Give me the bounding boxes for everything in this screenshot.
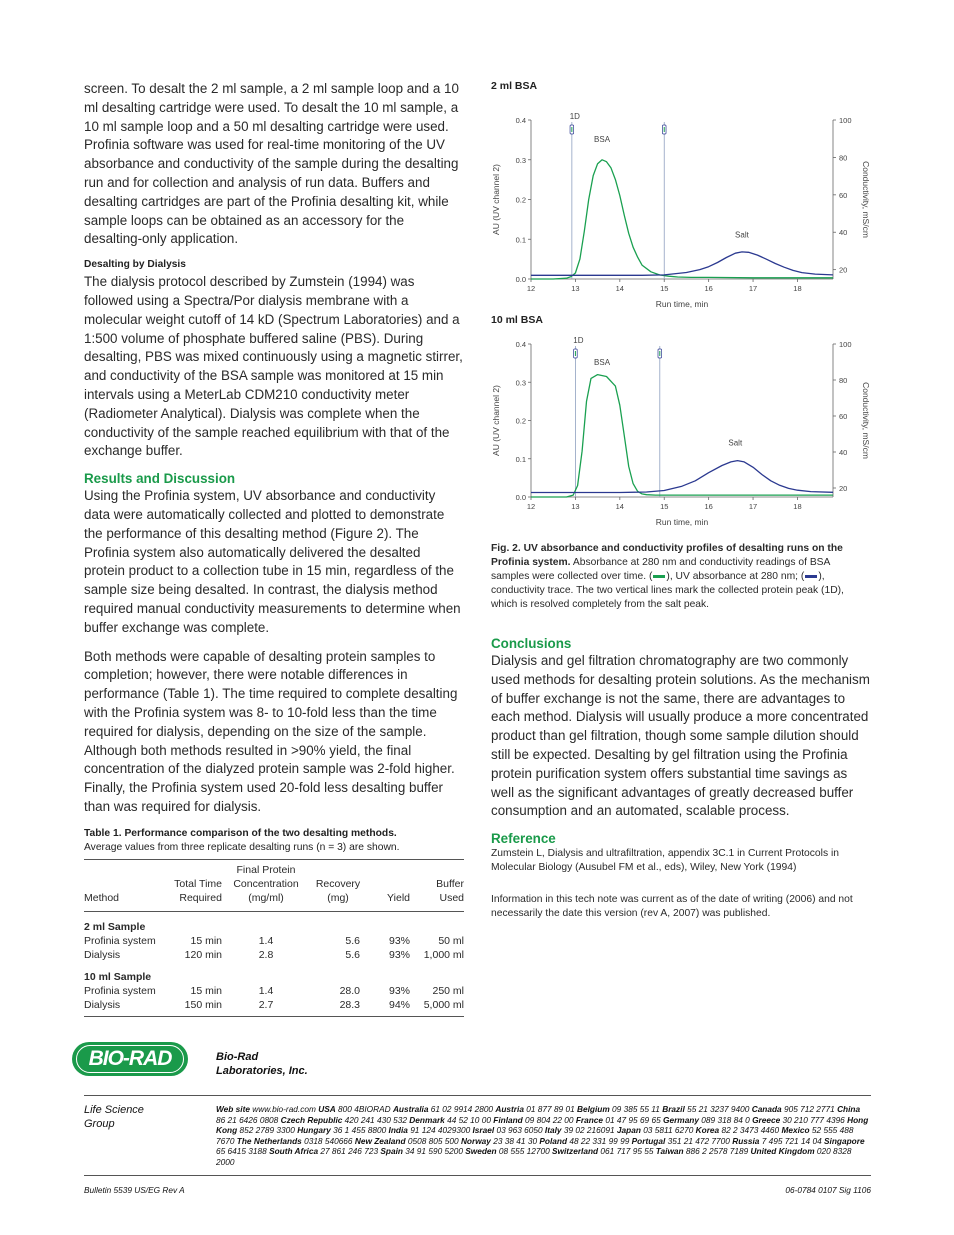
chart-10ml-bsa <box>491 314 871 534</box>
company-name: Bio-Rad Laboratories, Inc. <box>216 1051 308 1077</box>
intro-paragraph: screen. To desalt the 2 ml sample, a 2 ml sample loop and a 10 ml desalting cartridge were used. To desalt the 10 ml sample, a 10 ml sample loop and a 50 ml desalting cartridge were used. Profinia software was used for real-time monitoring of the UV absorbance and conductivity of the sample during the desalting run and for collection and analysis of run data. Buffers and desalting cartridges are part of the Profinia desalting kit, while sample loops can be obtained as an accessory for the desalting-only application. <box>84 81 459 247</box>
contact-entry: Greece 30 210 777 4396 <box>752 1114 848 1125</box>
table-row: Dialysis 120 min 2.8 5.6 93% 1,000 ml <box>84 948 464 961</box>
x-axis-label: Run time, min <box>655 299 709 309</box>
contact-list <box>216 1104 871 1168</box>
uv-trace-swatch <box>653 575 665 578</box>
y-tick-label: 0.4 <box>515 116 526 125</box>
footer-divider <box>84 1175 871 1176</box>
chart-title: 10 ml BSA <box>491 314 543 326</box>
contact-entry: Finland 09 804 22 00 <box>493 1114 576 1125</box>
y-tick-label: 0.0 <box>515 493 526 502</box>
contact-entry: Hong Kong 852 2789 3300 <box>216 1114 869 1136</box>
annotation-label: Salt <box>735 230 749 240</box>
x-tick-label: 16 <box>704 284 713 293</box>
col-header-yield: Yield <box>366 859 410 911</box>
contact-entry: Czech Republic 420 241 430 532 <box>280 1114 410 1125</box>
contact-entry: Spain 34 91 590 5200 <box>380 1146 466 1157</box>
uv-absorbance-line <box>531 375 833 497</box>
y2-tick-label: 60 <box>839 412 848 421</box>
y2-tick-label: 40 <box>839 448 848 457</box>
x-tick-label: 14 <box>615 284 624 293</box>
contact-entry: USA 800 4BIORAD <box>318 1104 393 1114</box>
figure-caption: Fig. 2. UV absorbance and conductivity profiles of desalting runs on the Profinia system. Absorbance at 280 nm and conductivity readings of BSA samples were collected over time. ( ), UV absorbance at 280 nm; ( ), conductivity trace. The two vertical lines mark the collected protein peak (1D), which is resolved completely from the salt peak. <box>491 543 844 610</box>
x-tick-label: 18 <box>793 502 802 511</box>
contact-entry: The Netherlands 0318 540666 <box>236 1135 355 1146</box>
contact-entry: Denmark 44 52 10 00 <box>409 1114 494 1125</box>
contact-entry: United Kingdom 020 8328 2000 <box>216 1146 852 1167</box>
reference-text: Zumstein L, Dialysis and ultrafiltration, appendix 3C.1 in Current Protocols in Molecular Biology (Ausubel FM et al., eds), Wiley, New York (1994) <box>491 848 839 874</box>
y2-tick-label: 80 <box>839 153 848 163</box>
y-tick-label: 0.2 <box>515 195 526 205</box>
y-tick-label: 0.2 <box>515 416 526 426</box>
chart-svg-2ml <box>491 92 871 310</box>
dialysis-heading: Desalting by Dialysis <box>84 259 186 271</box>
y-axis-label: AU (UV channel 2) <box>491 385 501 456</box>
table-row: Profinia system 15 min 1.4 28.0 93% 250 ml <box>84 984 464 997</box>
y2-axis-label: Conductivity, mS/cm <box>861 382 871 459</box>
col-header-method: Method <box>84 859 168 911</box>
results-paragraph-1: Using the Profinia system, UV absorbance and conductivity data were automatically collected and plotted to demonstrate the performance of this desalting method (Figure 2). The Profinia system also automatically delivered the desalted protein product to a collection tube in 15 min, regardless of the sample size being desalted. In contrast, the dialysis method required manual conductivity measurements to determine when buffer exchange was complete. <box>84 488 461 635</box>
x-tick-label: 12 <box>526 284 536 293</box>
footer-divider <box>84 1095 871 1096</box>
x-tick-label: 18 <box>793 284 802 293</box>
contact-entry: South Africa 27 861 246 723 <box>269 1146 381 1157</box>
x-tick-label: 15 <box>660 502 669 511</box>
x-tick-label: 13 <box>571 284 580 293</box>
x-tick-label: 17 <box>748 284 758 293</box>
table-row: Dialysis 150 min 2.7 28.3 94% 5,000 ml <box>84 998 464 1011</box>
contact-entry: Taiwan 886 2 2578 7189 <box>655 1146 751 1157</box>
y2-tick-label: 20 <box>839 265 848 275</box>
contact-entry: Sweden 08 555 12700 <box>465 1146 552 1157</box>
y-tick-label: 0.4 <box>515 340 526 349</box>
y-tick-label: 0.0 <box>515 275 526 284</box>
col-header-recovery: Recovery (mg) <box>310 859 366 911</box>
annotation-label: Salt <box>728 438 743 448</box>
x-tick-label: 12 <box>526 502 536 511</box>
chart-title: 2 ml BSA <box>491 80 538 92</box>
logo-text: BIO-RAD <box>76 1045 184 1073</box>
y-tick-label: 0.1 <box>515 454 526 464</box>
x-tick-label: 14 <box>615 502 624 511</box>
fraction-label: 1D <box>569 112 580 121</box>
col-header-concentration: Final Protein Concentration (mg/ml) <box>222 859 310 911</box>
table-row: Profinia system 15 min 1.4 5.6 93% 50 ml <box>84 934 464 947</box>
contact-entry: Mexico 52 555 488 7670 <box>216 1125 854 1146</box>
contact-entry: Hungary 36 1 455 8800 <box>297 1125 389 1136</box>
x-tick-label: 15 <box>660 284 669 293</box>
contact-entry: Japan 03 5811 6270 <box>616 1125 696 1136</box>
contact-entry: Korea 82 2 3473 4460 <box>695 1125 782 1136</box>
col-header-time: Total Time Required <box>168 859 222 911</box>
table-caption-title: Table 1. Performance comparison of the two desalting methods. <box>84 827 397 839</box>
y2-tick-label: 20 <box>839 484 848 493</box>
y-tick-label: 0.3 <box>515 378 526 388</box>
x-tick-label: 16 <box>704 502 713 511</box>
x-tick-label: 17 <box>748 502 758 511</box>
info-text: Information in this tech note was current as of the date of writing (2006) and not necessarily the date this version (rev A, 2007) was published. <box>491 894 853 920</box>
figure-caption-title: Fig. 2. UV absorbance and conductivity profiles of desalting runs on the Profinia system. <box>491 543 843 568</box>
results-paragraph-2: Both methods were capable of desalting protein samples to completion; however, there were notable differences in performance (Table 1). The time required to complete desalting with the Profinia system was 8- to 10-fold less than the time required for dialysis, depending on the size of the sample. Although both methods resulted in >90% yield, the final concentration of the dialyzed protein sample was 2-fold higher. Finally, the Profinia system used 20-fold less desalting buffer than was required for dialysis. <box>84 648 458 814</box>
dialysis-paragraph: The dialysis protocol described by Zumstein (1994) was followed using a Spectra/Por dialysis membrane with a molecular weight cutoff of 14 kD (Spectrum Laboratories) and a 1:500 volume of phosphate buffered saline (PBS). During desalting, PBS was mixed continuously using a magnetic stirrer, and conductivity of the BSA sample was monitored at 15 min intervals using a MeterLab CDM210 conductivity meter (Radiometer Analytical). Dialysis was complete when the conductivity of the sample reached equilibrium with that of the exchange buffer. <box>84 274 463 459</box>
table-caption <box>84 827 464 855</box>
y2-tick-label: 60 <box>839 190 848 200</box>
performance-table <box>84 859 464 1017</box>
contact-entry: Israel 03 963 6050 <box>472 1125 545 1136</box>
results-heading: Results and Discussion <box>84 471 236 487</box>
conductivity-trace-swatch <box>805 575 817 578</box>
annotation-label: BSA <box>594 134 611 144</box>
table-group-row: 10 ml Sample <box>84 970 152 983</box>
y-axis-label: AU (UV channel 2) <box>491 164 501 235</box>
chart-2ml-bsa <box>491 80 871 310</box>
contact-entry: Singapore 65 6415 3188 <box>216 1135 865 1157</box>
reference-heading: Reference <box>491 831 556 847</box>
y2-axis-label: Conductivity, mS/cm <box>861 161 871 238</box>
bio-rad-logo <box>72 1042 188 1076</box>
contact-entry: Switzerland 061 717 95 55 <box>552 1146 656 1157</box>
fraction-label: 1D <box>573 336 584 345</box>
left-column <box>84 80 464 1017</box>
contact-entry: Poland 48 22 331 99 99 <box>539 1135 632 1146</box>
y2-tick-label: 40 <box>839 228 848 238</box>
uv-absorbance-line <box>531 160 833 279</box>
contact-entry: Norway 23 38 41 30 <box>460 1135 540 1146</box>
contact-entry: Brazil 55 21 3237 9400 <box>662 1104 752 1114</box>
contact-entry: Belgium 09 385 55 11 <box>577 1104 663 1114</box>
document-number: 06-0784 0107 Sig 1106 <box>785 1185 871 1195</box>
annotation-label: BSA <box>594 358 611 368</box>
table-caption-note: Average values from three replicate desalting runs (n = 3) are shown. <box>84 841 400 853</box>
contact-entry[interactable]: Web site www.bio-rad.com <box>216 1104 319 1114</box>
table-group-row: 2 ml Sample <box>84 920 146 933</box>
contact-entry: Australia 61 02 9914 2800 <box>392 1104 496 1114</box>
group-name: Life Science Group <box>84 1104 144 1130</box>
y-tick-label: 0.1 <box>515 235 526 245</box>
x-tick-label: 13 <box>571 502 580 511</box>
contact-entry: New Zealand 0508 805 500 <box>354 1135 461 1146</box>
contact-entry: China 86 21 6426 0808 <box>216 1104 861 1125</box>
contact-entry: Portugal 351 21 472 7700 <box>631 1135 733 1146</box>
contact-entry: Canada 905 712 2771 <box>751 1104 838 1114</box>
contact-entry: Germany 089 318 84 0 <box>663 1114 753 1125</box>
contact-entry: Russia 7 495 721 14 04 <box>732 1135 825 1146</box>
y-tick-label: 0.3 <box>515 155 526 165</box>
table-header-row <box>84 859 464 911</box>
bulletin-number: Bulletin 5539 US/EG Rev A <box>84 1185 185 1195</box>
y2-tick-label: 80 <box>839 376 848 385</box>
contact-entry: France 01 47 95 69 65 <box>575 1114 664 1125</box>
conclusions-heading: Conclusions <box>491 636 572 651</box>
conclusions-paragraph: Dialysis and gel filtration chromatography are two commonly used methods for desalting protein solutions. As the mechanism of buffer exchange is not the same, there are advantages to each method. Dialysis will usually produce a more concentrated product than gel filtration, though some sample dilution should still be expected. Desalting by gel filtration using the Profinia protein purification system offers substantial time savings as well as the significant advantages of greatly decreased buffer consumption and an automated, scalable process. <box>491 653 870 819</box>
y2-tick-label: 100 <box>839 116 852 125</box>
col-header-buffer: Buffer Used <box>410 859 464 911</box>
contact-entry: Austria 01 877 89 01 <box>495 1104 578 1114</box>
chart-svg-10ml <box>491 326 871 534</box>
contact-entry: Italy 39 02 216091 <box>544 1125 617 1136</box>
y2-tick-label: 100 <box>839 340 852 349</box>
contact-entry: India 91 124 4029300 <box>388 1125 473 1136</box>
x-axis-label: Run time, min <box>655 517 709 527</box>
right-column <box>491 80 871 921</box>
